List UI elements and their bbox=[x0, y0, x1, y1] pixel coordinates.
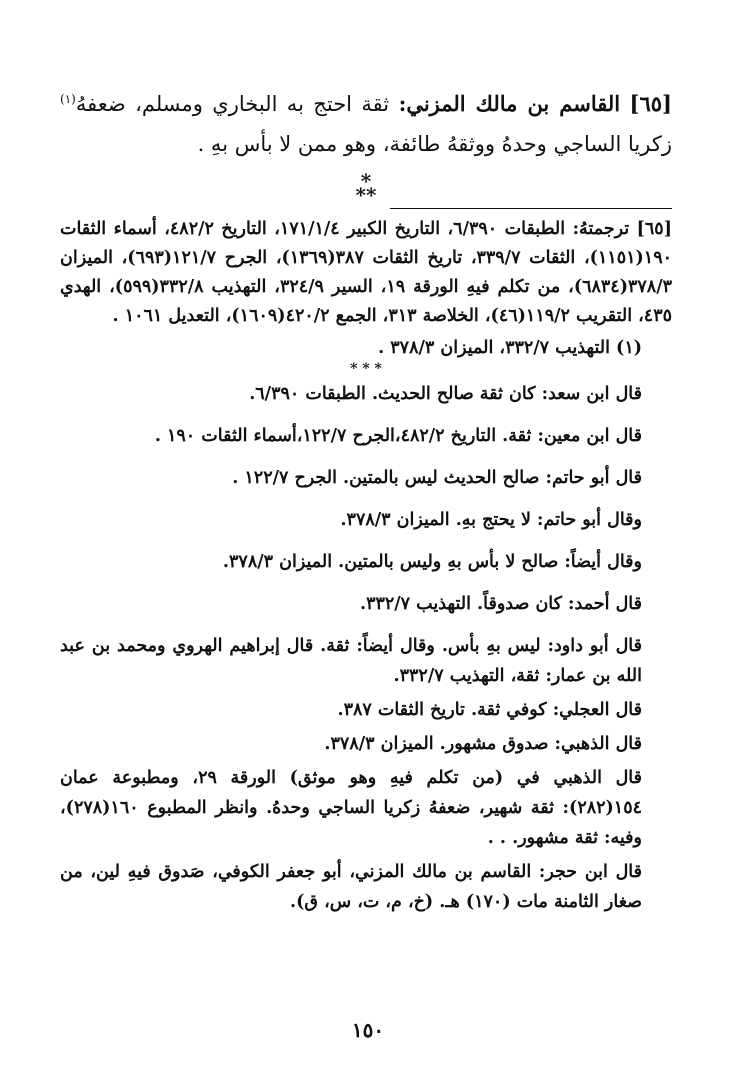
page-content bbox=[60, 84, 672, 921]
divider-stars: * ** bbox=[355, 169, 377, 207]
quote-8: قال العجلي: كوفي ثقة. تاريخ الثقات ٣٨٧. bbox=[337, 700, 642, 720]
page-number: ١٥٠ bbox=[351, 1018, 385, 1042]
entry-text-1: ثقة احتج به البخاري ومسلم، ضعفهُ bbox=[75, 92, 390, 116]
biography-references bbox=[60, 215, 672, 331]
biography-text: الطبقات ٦/٣٩٠، التاريخ الكبير ١٧١/١/٤، التاريخ ٤٨٢/٢، أسماء الثقات ١٩٠(١١٥١)، الثقات ٣٣٩/٧، تاريخ الثقات ٣٨٧(١٣٦٩)، الجرح ١٢١/٧(٦٩٣)، الميزان ٣٧٨/٣(٦٨٣٤)، من تكلم فيهِ الورقة ١٩، السير ٣٢٤/٩، التهذيب ٣٣٢/٨(٥٩٩)، الهدي ٤٣٥، التقريب ١١٩/٢(٤٦)، الخلاصة ٣١٣، الجمع ٤٢٠/٢(١٦٠٩)، التعديل ١٠٦١ . bbox=[60, 219, 672, 326]
quote-6: قال أحمد: كان صدوقاً. التهذيب ٣٣٢/٧. bbox=[360, 594, 642, 614]
quote-4: وقال أبو حاتم: لا يحتج بهِ. الميزان ٣٧٨/٣. bbox=[340, 510, 642, 530]
footnote-text: (١) التهذيب ٣٣٢/٧، الميزان ٣٧٨/٣ . bbox=[378, 338, 642, 358]
quote-2: قال ابن معين: ثقة. التاريخ ٤٨٢/٢،الجرح ١٢٢/٧،أسماء الثقات ١٩٠ . bbox=[154, 426, 642, 446]
footnote-ref: (١) bbox=[60, 92, 76, 106]
quote-5: وقال أيضاً: صالح لا بأس بهِ وليس بالمتين. الميزان ٣٧٨/٣. bbox=[222, 552, 642, 572]
quote-3: قال أبو حاتم: صالح الحديث ليس بالمتين. الجرح ١٢٢/٧ . bbox=[232, 468, 642, 488]
footnote-rule bbox=[390, 208, 672, 209]
entry-number: [٦٥] bbox=[629, 91, 672, 116]
narrator-name: القاسم بن مالك المزني: bbox=[398, 91, 621, 116]
quote-1: قال ابن سعد: كان ثقة صالح الحديث. الطبقات ٦/٣٩٠. bbox=[249, 384, 642, 404]
entry-heading bbox=[60, 84, 672, 164]
quote-9: قال الذهبي: صدوق مشهور. الميزان ٣٧٨/٣. bbox=[324, 734, 642, 754]
biography-label: [٦٥] ترجمتهُ: bbox=[572, 219, 672, 239]
quote-7: قال أبو داود: ليس بهِ بأس. وقال أيضاً: ثقة. قال إبراهيم الهروي ومحمد بن عبد الله بن عمار: ثقة، التهذيب ٣٣٢/٧. bbox=[60, 636, 642, 686]
separator-stars: * * * bbox=[350, 361, 382, 377]
quote-10: قال الذهبي في (من تكلم فيهِ وهو موثق) الورقة ٢٩، ومطبوعة عمان ١٥٤(٢٨٢): ثقة شهير، ضعفهُ زكريا الساجي وحدهُ. وانظر المطبوع ١٦٠(٢٧٨)، وفيه: ثقة مشهور. . . bbox=[60, 768, 643, 848]
quote-11: قال ابن حجر: القاسم بن مالك المزني، أبو جعفر الكوفي، صَدوق فيهِ لين، من صغار الثامنة مات (١٧٠) هـ. (خ، م، ت، س، ق). bbox=[60, 862, 642, 912]
entry-text-2: زكريا الساجي وحدهُ ووثقهُ طائفة، وهو ممن لا بأس بهِ . bbox=[197, 132, 672, 156]
